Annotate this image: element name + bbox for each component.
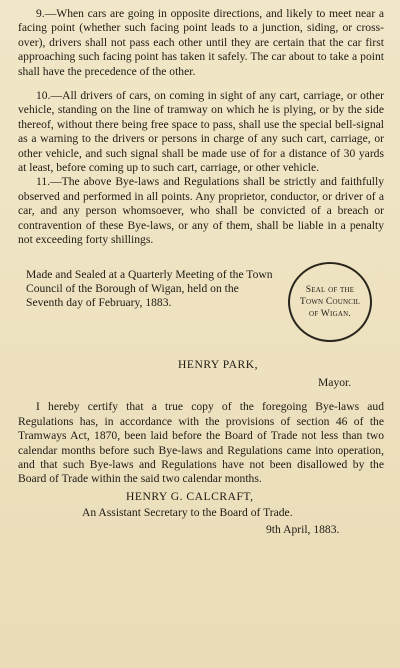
bylaw-paragraph-10: 10.—All drivers of cars, on coming in sight of any cart, carriage, or other vehicle, standing on the line of tramway on which he is plying, or by the side thereof, without there being free space to pass, shall use the special bell-signal as a warning to the drivers or persons in charge of any such cart, carriage, or other vehicle, and such signal shall be made use of for a distance of 30 yards at least, before coming up to such cart, carriage, or other vehicle. [18,89,384,175]
council-seal [288,262,372,342]
mayor-name: HENRY PARK, [178,357,259,371]
certification-date: 9th April, 1883. [266,522,340,536]
mayor-title: Mayor. [318,375,352,389]
seal-text-line-3: of Wigan. [309,307,351,319]
sealed-statement: Made and Sealed at a Quarterly Meeting of the Town Council of the Borough of Wigan, held on the Seventh day of February, 1883. [26,267,273,309]
bylaw-paragraph-11: 11.—The above Bye-laws and Regulations shall be strictly and faithfully observed and performed in all points. Any proprietor, conductor, or driver of a car, and any person whomsoever, who shall be convicted of a breach or contravention of these Bye-laws, or any of them, shall be liable in a penalty not exceeding forty shillings. [18,175,384,247]
secretary-title: An Assistant Secretary to the Board of Trade. [82,506,293,520]
bylaw-paragraph-9: 9.—When cars are going in opposite directions, and likely to meet near a facing point (whether such facing point leads to a junction, siding, or cross-over), drivers shall not pass each other until they are certain that the car first approaching such facing point has taken it safely. The car about to take a point shall have the precedence of the other. [18,7,384,78]
sealing-block [18,262,384,342]
secretary-name: HENRY G. CALCRAFT, [126,489,254,503]
seal-text-line-2: Town Council [299,295,361,307]
seal-text-line-1: Seal of the [305,283,355,295]
certification-paragraph: I hereby certify that a true copy of the foregoing Bye-laws aud Regulations has, in accordance with the provisions of section 46 of the Tramways Act, 1870, been laid before the Board of Trade not less than two calendar months before such Bye-laws and Regulations came into operation, and that such Bye-laws and Regulations have not been disallowed by the Board of Trade within the said two calendar months. [18,400,384,486]
